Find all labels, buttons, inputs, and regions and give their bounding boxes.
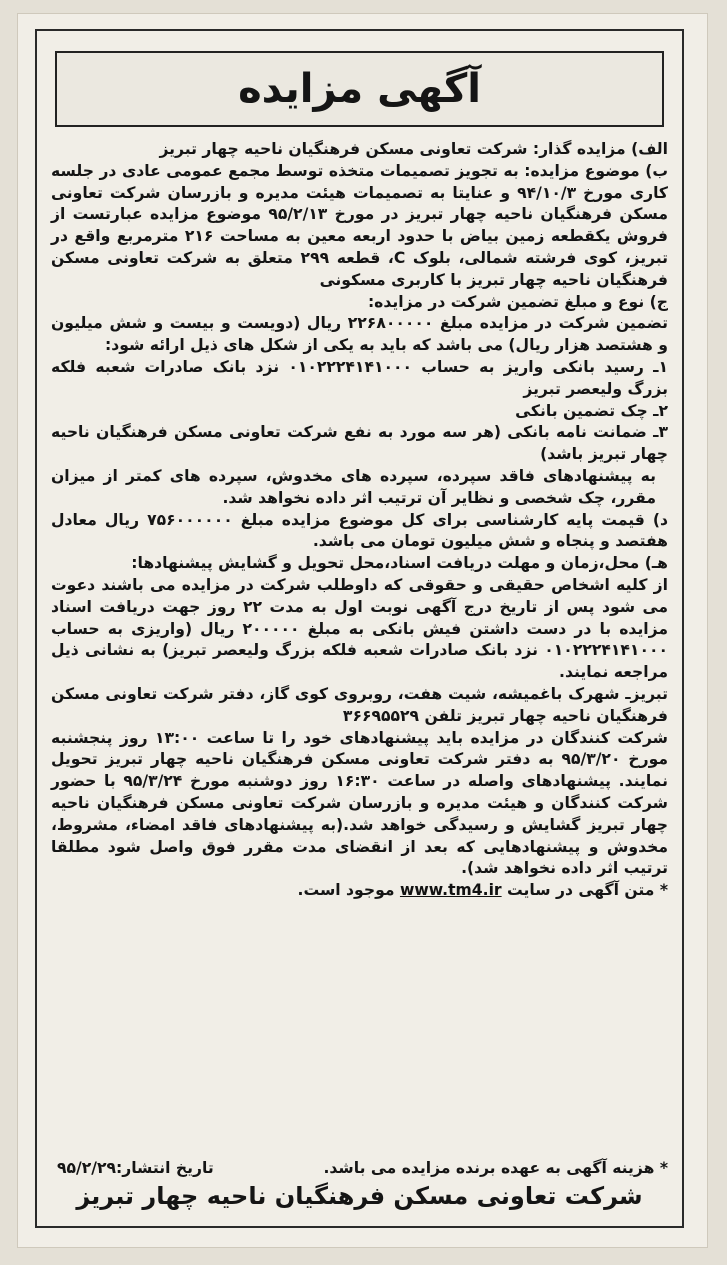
note-website-post: موجود است. [297, 881, 395, 900]
guarantee-note: به پیشنهادهای فاقد سپرده، سپرده های مخدوش، سپرده های کمتر از میزان مقرر، چک شخصی و نظایر آن ترتیب اثر داده نخواهد شد. [51, 466, 656, 507]
footer-row [51, 1158, 668, 1180]
section-c-guarantee: تضمین شرکت در مزایده مبلغ ۲۲۶۸۰۰۰۰۰ ریال (دویست و بیست و شش میلیون و هشتصد هزار ریال) می باشد که باید به یکی از شکل های ذیل ارائه شود: [51, 314, 668, 355]
signature-organization: شرکت تعاونی مسکن فرهنگیان ناحیه چهار تبریز [76, 1182, 643, 1210]
note-website [51, 880, 668, 902]
guarantee-item-2: ۲ـ چک تضمین بانکی [515, 401, 668, 420]
section-a-organizer: الف) مزایده گذار: شرکت تعاونی مسکن فرهنگیان ناحیه چهار تبریز [159, 140, 668, 158]
notice-frame [35, 29, 684, 1228]
note-ad-cost: * هزینه آگهی به عهده برنده مزایده می باشد. [323, 1159, 668, 1177]
submission-deadline: شرکت کنندگان در مزایده باید پیشنهادهای خود را تا ساعت ۱۳:۰۰ روز پنجشنبه مورخ ۹۵/۳/۲۰ به دفتر شرکت تعاونی مسکن فرهنگیان ناحیه چهار تبریز تحویل نمایند. پیشنهادهای واصله در ساعت ۱۶:۳۰ روز دوشنبه مورخ ۹۵/۳/۲۴ با حضور شرکت کنندگان و هیئت مدیره و بازرسان شرکت تعاونی مسکن فرهنگیان ناحیه چهار تبریز گشایش و رسیدگی خواهد شد.(به پیشنهادهای فاقد امضاء، مشروط، مخدوش و پیشنهادهایی که بعد از انقضای مدت مقرر فوق واصل شود مطلقا ترتیب اثر داده نخواهد شد). [51, 728, 669, 878]
publication-date: تاریخ انتشار:۹۵/۲/۲۹ [57, 1159, 214, 1177]
website-link[interactable]: www.tm4.ir [399, 881, 502, 900]
newspaper-clipping [18, 14, 707, 1247]
section-e-title: هـ) محل،زمان و مهلت دریافت اسناد،محل تحویل و گشایش پیشنهادها: [131, 554, 668, 573]
guarantee-item-3: ۳ـ ضمانت نامه بانکی (هر سه مورد به نفع شرکت تعاونی مسکن فرهنگیان ناحیه چهار تبریز باشد) [51, 423, 668, 464]
section-d-base-price: د) قیمت پایه کارشناسی برای کل موضوع مزایده مبلغ ۷۵۶۰۰۰۰۰۰ ریال معادل هفتصد و پنجاه و شش میلیون تومان می باشد. [51, 510, 668, 551]
office-address: تبریزـ شهرک باغمیشه، شیت هفت، روبروی کوی گاز، دفتر شرکت تعاونی مسکن فرهنگیان ناحیه چهار تبریز تلفن ۳۶۶۹۵۵۲۹ [51, 684, 668, 725]
guarantee-item-1: ۱ـ رسید بانکی واریز به حساب ۰۱۰۲۲۲۴۱۴۱۰۰۰ نزد بانک صادرات شعبه فلکه بزرگ ولیعصر تبریز [51, 357, 669, 398]
notice-body [51, 139, 668, 902]
title-box [55, 51, 664, 127]
section-c-title: ج) نوع و مبلغ تضمین شرکت در مزایده: [367, 292, 668, 311]
section-b-subject: ب) موضوع مزایده: به تجویز تصمیمات متخذه توسط مجمع عمومی عادی در جلسه کاری مورخ ۹۴/۱۰/۳ و عنایتا به تصمیمات هیئت مدیره و بازرسان شرکت تعاونی مسکن فرهنگیان ناحیه چهار تبریز در مورخ ۹۵/۲/۱۳ موضوع مزایده عبارتست از فروش یکقطعه زمین بیاض با حدود اربعه معین به مساحت ۲۱۶ مترمربع واقع در تبریز، کوی فرشته شمالی، بلوک C، قطعه ۲۹۹ متعلق به شرکت تعاونی مسکن فرهنگیان ناحیه چهار تبریز با کاربری مسکونی [51, 161, 669, 289]
note-website-pre: * متن آگهی در سایت [507, 881, 668, 900]
section-e-text: از کلیه اشخاص حقیقی و حقوقی که داوطلب شرکت در مزایده می باشند دعوت می شود پس از تاریخ درج آگهی نوبت اول به مدت ۲۲ روز جهت دریافت اسناد مزایده با در دست داشتن فیش بانکی به مبلغ ۲۰۰۰۰۰ ریال (واریزی به حساب ۰۱۰۲۲۲۴۱۴۱۰۰۰ نزد بانک صادرات شعبه فلکه بزرگ ولیعصر تبریز) به نشانی ذیل مراجعه نمایند. [51, 575, 668, 682]
notice-title: آگهی مزایده [238, 66, 481, 112]
